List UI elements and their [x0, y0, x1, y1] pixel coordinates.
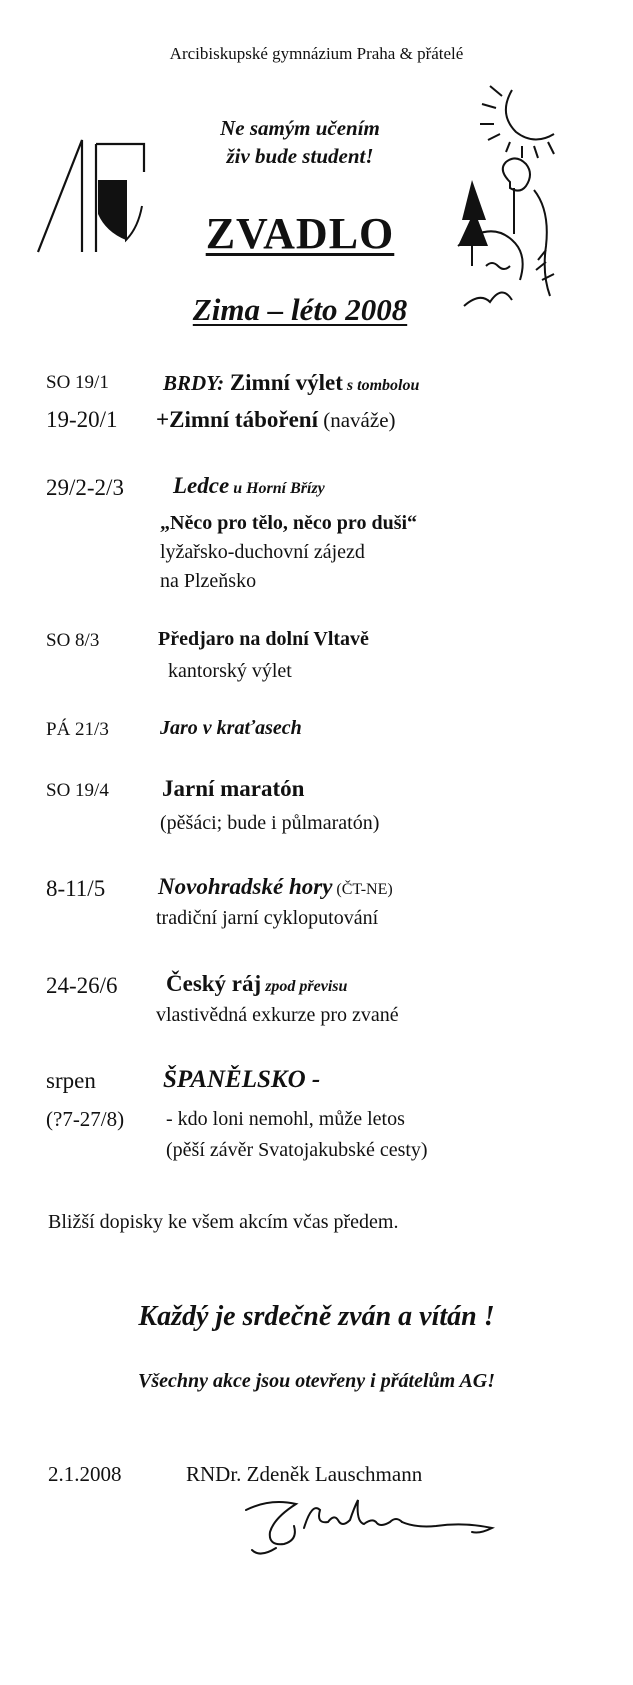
event-name: Jarní maratón: [162, 776, 305, 801]
event-date-range: (?7-27/8): [46, 1107, 125, 1131]
event-title: Český ráj: [166, 971, 262, 996]
event-name: [163, 370, 419, 396]
event-detail: lyžařsko-duchovní zájezd: [160, 541, 365, 563]
event-detail: vlastivědná exkurze pro zvané: [156, 1004, 399, 1026]
event-date: SO 19/1: [46, 372, 109, 393]
motto-line-1: Ne samým učením: [220, 116, 380, 140]
event-suffix: u Horní Břízy: [229, 480, 325, 497]
event-name: [158, 874, 393, 900]
event-detail: „Něco pro tělo, něco pro duši“: [160, 512, 418, 534]
event-detail: - kdo loni nemohl, může letos: [166, 1108, 405, 1130]
open-to-friends-text: Všechny akce jsou otevřeny i přátelům AG!: [137, 1370, 496, 1392]
issue-date: 2.1.2008: [48, 1462, 122, 1486]
handwritten-signature-icon: [240, 1488, 510, 1560]
event-name: [156, 407, 396, 433]
event-date: 19-20/1: [46, 407, 118, 432]
event-place: BRDY:: [163, 371, 225, 395]
invitation-text: Každý je srdečně zván a vítán !: [138, 1301, 495, 1332]
event-date: 29/2-2/3: [46, 475, 124, 500]
sun-and-trees-icon: [450, 70, 580, 310]
motto-line-2: živ bude student!: [226, 144, 374, 168]
event-date: SO 19/4: [46, 780, 109, 801]
event-title: Ledce: [173, 473, 230, 498]
event-detail: na Plzeňsko: [160, 570, 257, 592]
author-name: RNDr. Zdeněk Lauschmann: [186, 1462, 423, 1486]
event-name: Předjaro na dolní Vltavě: [158, 628, 369, 650]
info-note: Bližší dopisky ke všem akcím včas předem.: [48, 1211, 399, 1233]
event-suffix: s tombolou: [342, 377, 420, 394]
event-title: +Zimní táboření: [156, 407, 318, 432]
season-subtitle: Zima – léto 2008: [192, 292, 408, 327]
event-date: PÁ 21/3: [46, 719, 109, 740]
event-date: srpen: [46, 1068, 96, 1093]
event-name: ŠPANĚLSKO -: [163, 1066, 321, 1093]
page-title: ZVADLO: [205, 209, 395, 258]
event-detail: (pěší závěr Svatojakubské cesty): [166, 1139, 428, 1161]
event-suffix: (ČT-NE): [332, 881, 393, 898]
event-date: SO 8/3: [46, 630, 100, 651]
event-suffix: (naváže): [317, 408, 396, 432]
event-name: [166, 971, 347, 997]
event-name: [173, 473, 325, 499]
event-suffix: zpod převisu: [261, 978, 348, 995]
event-title: Zimní výlet: [224, 370, 343, 395]
event-detail: tradiční jarní cykloputování: [156, 907, 379, 929]
event-date: 8-11/5: [46, 876, 106, 901]
event-title: Novohradské hory: [158, 874, 333, 899]
event-name: Jaro v kraťasech: [160, 717, 302, 739]
event-date: 24-26/6: [46, 973, 118, 998]
organization-line: Arcibiskupské gymnázium Praha & přátelé: [169, 44, 464, 63]
event-detail: (pěšáci; bude i půlmaratón): [160, 812, 380, 834]
event-detail: kantorský výlet: [168, 660, 292, 682]
